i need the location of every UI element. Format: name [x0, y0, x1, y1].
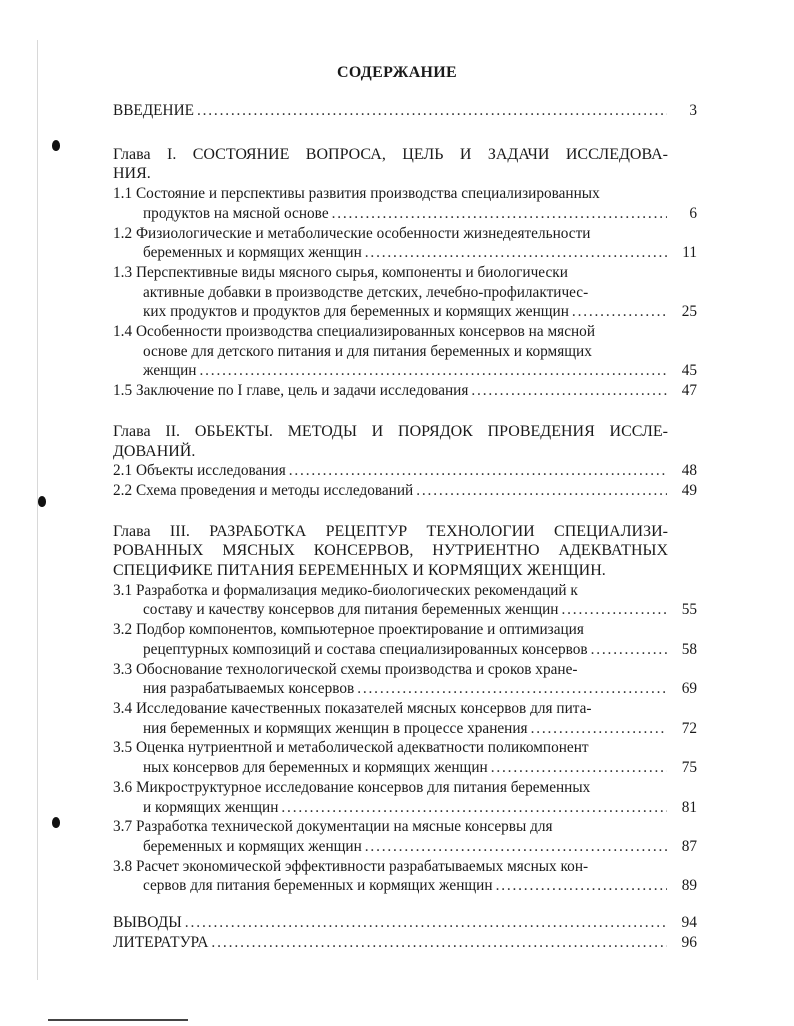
- toc-entry-text: ВВЕДЕНИЕ: [113, 102, 194, 119]
- toc-entry[interactable]: [113, 263, 697, 322]
- dot-leader: [281, 798, 667, 818]
- toc-entry-text: 3.4 Исследование качественных показателей мясных консервов для пита-: [113, 699, 592, 717]
- toc-entry-text: 3.3 Обоснование технологической схемы производства и сроков хране-: [113, 660, 578, 678]
- toc-entry-last-line: [113, 481, 697, 501]
- page-number: 94: [681, 914, 697, 932]
- dot-leader: [365, 837, 667, 857]
- dot-leader: [572, 302, 667, 322]
- toc-entry-last-line: [113, 758, 697, 778]
- toc-entry-text: 1.4 Особенности производства специализированных консервов на мясной: [113, 323, 596, 341]
- dot-leader: [562, 600, 668, 620]
- toc-entry-text: составу и качеству консервов для питания беременных женщин: [143, 601, 559, 619]
- toc-entry-text: ния беременных и кормящих женщин в процессе хранения: [143, 719, 528, 737]
- page-number: 87: [681, 837, 697, 855]
- dot-leader: [185, 913, 667, 933]
- dot-leader: [197, 101, 667, 121]
- scan-punch-mark: [52, 140, 60, 151]
- toc-entry[interactable]: [113, 857, 697, 896]
- dot-leader: [211, 933, 667, 953]
- page-number: 75: [681, 759, 697, 777]
- toc-entry[interactable]: [113, 738, 697, 777]
- toc-entry-text: ВЫВОДЫ: [113, 914, 182, 932]
- toc-entry-last-line: [113, 933, 697, 953]
- toc-entry[interactable]: [113, 461, 697, 481]
- toc-entry[interactable]: [113, 660, 697, 699]
- dot-leader: [496, 876, 667, 896]
- toc-entry-text: продуктов на мясной основе: [143, 204, 329, 222]
- toc-section-end: [113, 913, 697, 952]
- dot-leader: [200, 361, 668, 381]
- toc-entry-last-line: [113, 381, 697, 401]
- toc-entry-text: и кормящих женщин: [143, 798, 279, 816]
- toc-entry-text: сервов для питания беременных и кормящих женщин: [143, 877, 493, 895]
- toc-entry-text: ких продуктов и продуктов для беременных и кормящих женщин: [143, 303, 569, 321]
- page-title: СОДЕРЖАНИЕ: [336, 64, 458, 81]
- toc-entry-text: 1.3 Перспективные виды мясного сырья, компоненты и биологически: [113, 263, 568, 281]
- page-number: 11: [682, 244, 697, 262]
- chapter-heading: НИЯ.: [113, 165, 151, 183]
- toc-entry[interactable]: [113, 481, 697, 501]
- toc-entry-last-line: [113, 640, 697, 660]
- toc-entry[interactable]: [113, 913, 697, 933]
- toc-entry-text: ных консервов для беременных и кормящих женщин: [143, 759, 488, 777]
- table-of-contents: [113, 101, 697, 952]
- toc-entry[interactable]: [113, 101, 697, 121]
- toc-entry-text: 1.5 Заключение по I главе, цель и задачи исследования: [113, 382, 469, 400]
- toc-entry-text: рецептурных композиций и состава специализированных консервов: [143, 640, 588, 658]
- page-number: 96: [681, 933, 697, 951]
- toc-entry-text: 3.2 Подбор компонентов, компьютерное проектирование и оптимизация: [113, 621, 584, 639]
- toc-entry-last-line: [113, 719, 697, 739]
- chapter-heading: Глава I. СОСТОЯНИЕ ВОПРОСА, ЦЕЛЬ И ЗАДАЧИ ИССЛЕДОВА-: [113, 145, 668, 163]
- toc-entry-last-line: [113, 204, 697, 224]
- toc-entry-text: беременных и кормящих женщин: [143, 837, 362, 855]
- toc-entry-last-line: [113, 302, 697, 322]
- toc-entry-text: 3.8 Расчет экономической эффективности разрабатываемых мясных кон-: [113, 857, 589, 875]
- toc-entry-last-line: [113, 837, 697, 857]
- toc-entry-text: женщин: [143, 362, 197, 380]
- toc-entry[interactable]: [113, 184, 697, 223]
- toc-entry-last-line: [113, 798, 697, 818]
- toc-entry-text: 2.1 Объекты исследования: [113, 462, 286, 480]
- dot-leader: [471, 381, 667, 401]
- page-number: 3: [689, 102, 697, 119]
- dot-leader: [365, 243, 667, 263]
- dot-leader: [416, 481, 667, 501]
- page-number: 47: [681, 382, 697, 400]
- toc-entry[interactable]: [113, 322, 697, 381]
- toc-entry-last-line: [113, 913, 697, 933]
- toc-entry[interactable]: [113, 817, 697, 856]
- toc-entry[interactable]: [113, 224, 697, 263]
- toc-entry[interactable]: [113, 933, 697, 953]
- page-number: 55: [681, 601, 697, 619]
- page-number: 89: [681, 877, 697, 895]
- toc-entry[interactable]: [113, 381, 697, 401]
- page-number: 58: [681, 640, 697, 658]
- toc-entry-text: 3.7 Разработка технической документации на мясные консервы для: [113, 818, 553, 836]
- toc-entry[interactable]: [113, 699, 697, 738]
- page-number: 6: [689, 204, 697, 222]
- chapter-heading: Глава II. ОБЬЕКТЫ. МЕТОДЫ И ПОРЯДОК ПРОВЕДЕНИЯ ИССЛЕ-: [113, 422, 668, 440]
- toc-entry-last-line: [113, 361, 697, 381]
- toc-section-ch3: [113, 522, 697, 896]
- toc-section-ch1: [113, 145, 697, 401]
- dot-leader: [332, 204, 667, 224]
- toc-entry[interactable]: [113, 778, 697, 817]
- scan-bottom-edge: [48, 1019, 188, 1021]
- toc-entry-text: 1.2 Физиологические и метаболические особенности жизнедеятельности: [113, 224, 591, 242]
- scan-punch-mark: [52, 817, 60, 828]
- toc-entry-text: 1.1 Состояние и перспективы развития производства специализированных: [113, 185, 600, 203]
- toc-entry-text: 3.6 Микроструктурное исследование консервов для питания беременных: [113, 778, 591, 796]
- dot-leader: [591, 640, 667, 660]
- toc-entry-last-line: [113, 461, 697, 481]
- page-number: 69: [681, 680, 697, 698]
- toc-entry-last-line: [113, 243, 697, 263]
- toc-entry-text: 2.2 Схема проведения и методы исследований: [113, 481, 414, 499]
- chapter-heading: СПЕЦИФИКЕ ПИТАНИЯ БЕРЕМЕННЫХ И КОРМЯЩИХ ЖЕНЩИН.: [113, 562, 606, 580]
- toc-entry-last-line: [113, 101, 697, 121]
- page-number: 25: [681, 303, 697, 321]
- page-number: 45: [681, 362, 697, 380]
- toc-section-ch2: [113, 422, 697, 501]
- dot-leader: [357, 679, 667, 699]
- dot-leader: [289, 461, 667, 481]
- chapter-heading: ДОВАНИЙ.: [113, 442, 196, 460]
- toc-section-intro: [113, 101, 697, 121]
- page-number: 48: [681, 462, 697, 480]
- toc-entry-text: активные добавки в производстве детских, лечебно-профилактичес-: [143, 283, 589, 301]
- toc-entry[interactable]: [113, 620, 697, 659]
- toc-entry-text: 3.5 Оценка нутриентной и метаболической адекватности поликомпонент: [113, 739, 589, 757]
- toc-entry[interactable]: [113, 581, 697, 620]
- page-number: 72: [681, 719, 697, 737]
- page-number: 81: [681, 798, 697, 816]
- toc-entry-text: ния разрабатываемых консервов: [143, 680, 355, 698]
- dot-leader: [531, 719, 667, 739]
- scan-margin-line: [37, 40, 38, 980]
- toc-entry-last-line: [113, 876, 697, 896]
- toc-entry-last-line: [113, 679, 697, 699]
- page-number: 49: [681, 481, 697, 499]
- toc-entry-last-line: [113, 600, 697, 620]
- toc-entry-text: 3.1 Разработка и формализация медико-биологических рекомендаций к: [113, 581, 578, 599]
- scan-punch-mark: [38, 496, 46, 507]
- dot-leader: [491, 758, 667, 778]
- chapter-heading: РОВАННЫХ МЯСНЫХ КОНСЕРВОВ, НУТРИЕНТНО АДЕКВАТНЫХ: [113, 542, 668, 560]
- chapter-heading: Глава III. РАЗРАБОТКА РЕЦЕПТУР ТЕХНОЛОГИИ СПЕЦИАЛИЗИ-: [113, 522, 668, 540]
- toc-entry-text: ЛИТЕРАТУРА: [113, 933, 209, 951]
- toc-entry-text: основе для детского питания и для питания беременных и кормящих: [143, 342, 592, 360]
- toc-entry-text: беременных и кормящих женщин: [143, 244, 362, 262]
